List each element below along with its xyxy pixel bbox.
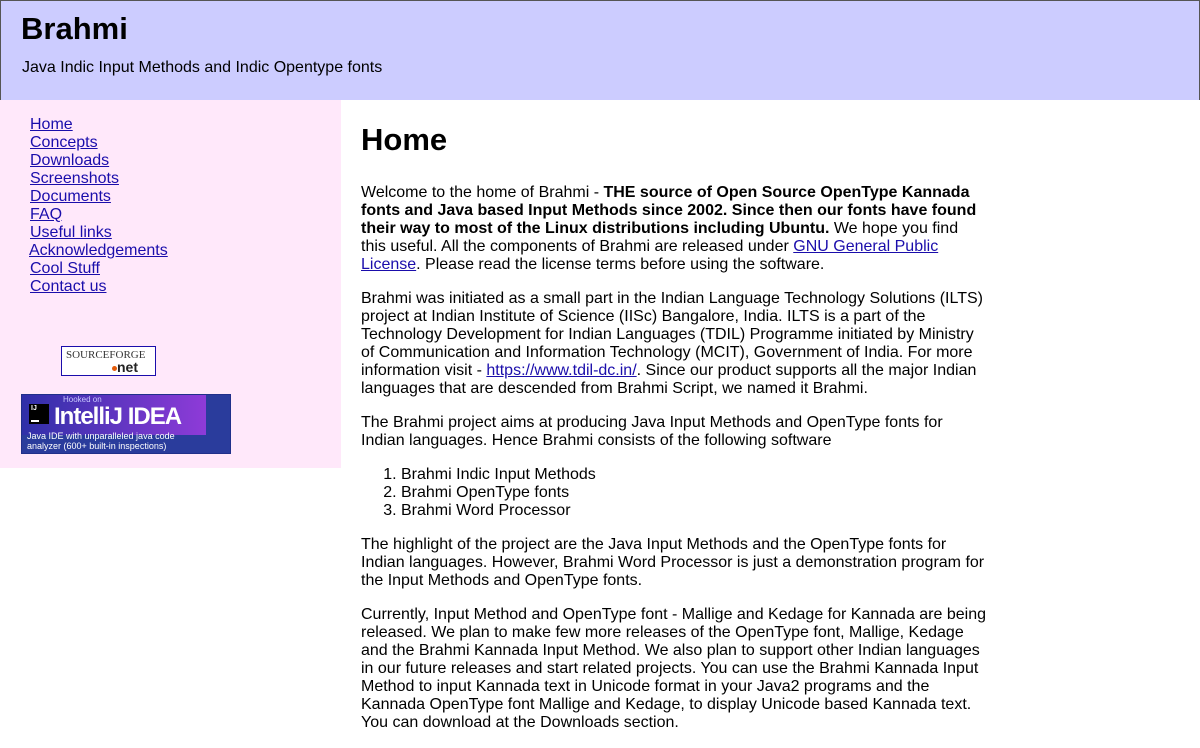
nav-item-downloads: [30, 152, 168, 170]
nav-link-acknowledgements[interactable]: Acknowledgements: [29, 242, 168, 259]
site-title: Brahmi: [21, 11, 128, 46]
intellij-idea-banner-link[interactable]: [21, 394, 231, 454]
site-subtitle: Java Indic Input Methods and Indic Opentype fonts: [22, 59, 383, 76]
list-item: 3. Brahmi Word Processor: [401, 502, 986, 520]
intro-paragraph: [361, 184, 986, 274]
page-title: Home: [361, 122, 448, 157]
nav-link-concepts[interactable]: Concepts: [30, 134, 98, 151]
sidebar: [0, 100, 341, 468]
nav-link-cool-stuff[interactable]: Cool Stuff: [30, 260, 100, 277]
intro-lead-text: Welcome to the home of Brahmi -: [361, 184, 604, 201]
intro-tail-text: . Please read the license terms before using the software.: [416, 256, 825, 273]
nav-link-home[interactable]: Home: [30, 116, 73, 133]
history-paragraph: [361, 290, 986, 398]
sourceforge-logo-text: SOURCEFORGE: [66, 349, 146, 361]
nav-item-concepts: [30, 134, 168, 152]
sidebar-nav: [30, 116, 168, 296]
nav-item-faq: [30, 206, 168, 224]
intellij-hooked-text: Hooked on: [63, 395, 102, 404]
aims-paragraph: The Brahmi project aims at producing Java Input Methods and OpenType fonts for Indian languages. Hence Brahmi consists of the following software: [361, 414, 943, 449]
nav-link-documents[interactable]: Documents: [30, 188, 111, 205]
sourceforge-logo-link[interactable]: [61, 346, 156, 376]
site-header: [0, 0, 1200, 100]
software-list: [361, 466, 986, 520]
nav-item-useful-links: [30, 224, 168, 242]
nav-item-contact-us: [30, 278, 168, 296]
sourceforge-net-text: net: [117, 359, 138, 375]
nav-item-screenshots: [30, 170, 168, 188]
intellij-logo-icon: [29, 404, 49, 424]
gpl-license-link[interactable]: GNU General Public License: [361, 238, 939, 273]
nav-link-contact-us[interactable]: Contact us: [30, 278, 107, 295]
list-item: 2. Brahmi OpenType fonts: [401, 484, 986, 502]
intro-bold-text: THE source of Open Source OpenType Kannada fonts and Java based Input Methods since 2002. Since then our fonts have found their way to most of the Linux distributions including Ubuntu.: [361, 184, 977, 237]
highlight-paragraph: The highlight of the project are the Java Input Methods and the OpenType fonts for Indian languages. However, Brahmi Word Processor is just a demonstration program for the Input Methods and OpenType fonts.: [361, 536, 985, 589]
nav-item-home: [30, 116, 168, 134]
history-tail-text: . Since our product supports all the major Indian languages that are descended from Brahmi Script, we named it Brahmi.: [361, 362, 977, 397]
nav-item-cool-stuff: [30, 260, 168, 278]
tdil-link[interactable]: https://www.tdil-dc.in/: [486, 362, 637, 379]
main-content: [361, 120, 986, 748]
current-paragraph: Currently, Input Method and OpenType font - Mallige and Kedage for Kannada are being released. We plan to make few more releases of the OpenType font, Mallige, Kedage and the Brahmi Kannada Input Method. We also plan to support other Indian languages in our future releases and start related projects. You can use the Brahmi Kannada Input Method to input Kannada text in Unicode format in your Java2 programs and the Kannada OpenType font Mallige and Kedage, to display Unicode based Kannada text. You can download at the Downloads section.: [361, 606, 986, 731]
nav-item-acknowledgements: [29, 242, 168, 260]
history-lead-text: Brahmi was initiated as a small part in the Indian Language Technology Solutions (ILTS) project at Indian Institute of Science (IISc) Bangalore, India. ILTS is a part of the Technology Development for Indian Languages (TDIL) Programme initiated by Ministry of Communication and Information Technology (MCIT), Government of India. For more information visit -: [361, 290, 983, 379]
intro-mid-text: We hope you find this useful. All the components of Brahmi are released under: [361, 220, 959, 255]
nav-link-screenshots[interactable]: Screenshots: [30, 170, 119, 187]
nav-link-faq[interactable]: FAQ: [30, 206, 63, 223]
intellij-logo-text: IJ: [31, 405, 37, 412]
nav-link-useful-links[interactable]: Useful links: [30, 224, 112, 241]
nav-link-downloads[interactable]: Downloads: [30, 152, 110, 169]
list-item: 1. Brahmi Indic Input Methods: [401, 466, 986, 484]
nav-item-documents: [30, 188, 168, 206]
intellij-name-text: IntelliJ IDEA: [54, 403, 182, 430]
intellij-tagline-text: Java IDE with unparalleled java code analyzer (600+ built-in inspections): [27, 431, 175, 451]
